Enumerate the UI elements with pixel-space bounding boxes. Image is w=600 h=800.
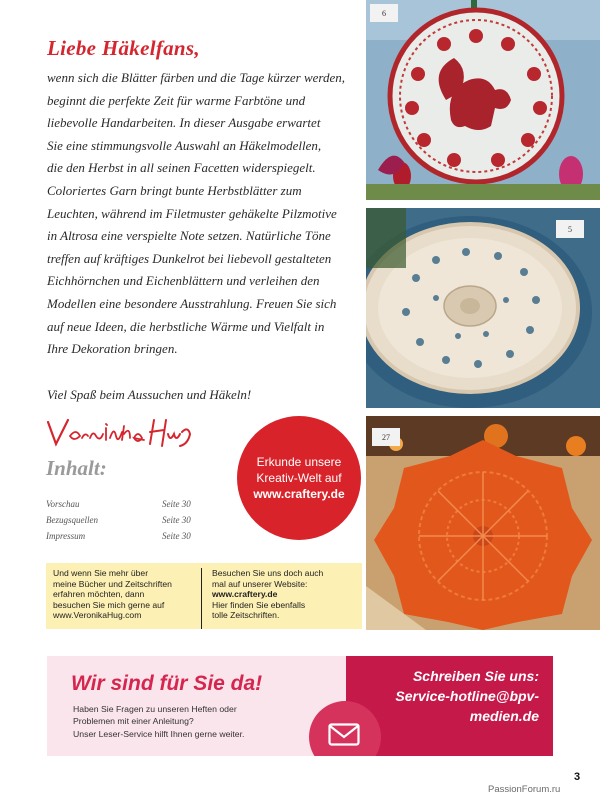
intro-line: Sie eine stimmungsvolle Auswahl an Häkelmodellen, <box>47 137 322 153</box>
info-line: Besuchen Sie uns doch auch <box>212 568 324 578</box>
info-line: mal auf unserer Website: <box>212 578 308 589</box>
toc-page: Seite 30 <box>162 515 191 525</box>
service-email-link[interactable]: Service-hotline@bpv- <box>395 688 539 704</box>
intro-line: auf neue Ideen, die herbstliche Wärme und Vielfalt in <box>47 318 325 334</box>
mail-icon[interactable] <box>328 723 360 752</box>
promo-line: Erkunde unsere <box>256 455 342 469</box>
intro-line: Ihre Dekoration bringen. <box>47 341 178 357</box>
intro-line: in Altrosa eine verspielte Note setzen. Natürliche Töne <box>47 228 331 244</box>
signature <box>46 414 196 455</box>
photo-page-badge: 5 <box>556 220 584 238</box>
photo-page-badge: 27 <box>372 428 400 446</box>
intro-line: Modellen eine besondere Ausstrahlung. Freuen Sie sich <box>47 295 337 311</box>
watermark-site: PassionForum.ru <box>488 784 561 795</box>
photo-orange-doily[interactable] <box>366 416 600 630</box>
intro-line: Coloriertes Garn bringt bunte Herbstblätter zum <box>47 182 302 198</box>
intro-line: Leuchten, während im Filetmuster gehäkelte Pilzmotive <box>47 205 337 221</box>
intro-line: Eichhörnchen und Eichenblättern und verleihen den <box>47 273 320 289</box>
photo-page-badge: 6 <box>370 4 398 22</box>
photo-squirrel-doily[interactable] <box>366 0 600 200</box>
intro-line: liebevolle Handarbeiten. In dieser Ausgabe erwartet <box>47 115 321 131</box>
toc-page: Seite 30 <box>162 531 191 541</box>
table-of-contents <box>46 496 206 544</box>
info-line: erfahren möchten, dann <box>53 589 145 600</box>
toc-label: Bezugsquellen <box>46 515 98 525</box>
toc-row[interactable] <box>46 528 206 544</box>
intro-section <box>47 36 367 361</box>
intro-line: beginnt die perfekte Zeit für warme Farbtöne und <box>47 92 306 108</box>
banner-text-line: Unser Leser-Service hilft Ihnen gerne weiter. <box>73 728 245 739</box>
toc-row[interactable] <box>46 496 206 512</box>
info-column-publisher <box>201 568 354 629</box>
info-line: Hier finden Sie ebenfalls <box>212 599 306 610</box>
intro-line: treffen auf kräftiges Dunkelrot bei liebevoll gestalteten <box>47 250 332 266</box>
reader-service-banner <box>47 656 553 756</box>
toc-row[interactable] <box>46 512 206 528</box>
contents-heading: Inhalt: <box>46 456 107 480</box>
banner-contact <box>359 666 539 726</box>
promo-line: Kreativ-Welt auf <box>256 471 342 485</box>
info-line: besuchen Sie mich gerne auf <box>53 599 165 610</box>
greeting: Viel Spaß beim Aussuchen und Häkeln! <box>47 387 252 402</box>
photo-beige-doily[interactable] <box>366 208 600 408</box>
banner-text-line: Haben Sie Fragen zu unseren Heften oder <box>73 704 237 714</box>
info-line: Und wenn Sie mehr über <box>53 568 149 578</box>
promo-url[interactable]: www.craftery.de <box>253 487 345 501</box>
info-line: meine Bücher und Zeitschriften <box>53 578 172 589</box>
toc-label: Vorschau <box>46 499 80 509</box>
author-website-link[interactable]: www.VeronikaHug.com <box>53 610 142 621</box>
publisher-website-link[interactable]: www.craftery.de <box>212 589 278 600</box>
banner-text-line: Problemen mit einer Anleitung? <box>73 716 194 727</box>
intro-body <box>47 67 367 361</box>
info-column-author <box>53 568 195 629</box>
intro-line: die den Herbst in all seinen Facetten widerspiegelt. <box>47 160 316 176</box>
contact-line: Schreiben Sie uns: <box>412 668 539 684</box>
info-box <box>46 563 362 629</box>
craftery-promo-badge[interactable] <box>237 416 361 540</box>
toc-page: Seite 30 <box>162 499 191 509</box>
service-email-link-cont[interactable]: medien.de <box>469 708 539 724</box>
banner-text <box>73 703 313 740</box>
banner-title: Wir sind für Sie da! <box>71 672 263 695</box>
toc-label: Impressum <box>46 531 86 541</box>
info-line: tolle Zeitschriften. <box>212 610 280 621</box>
page-number: 3 <box>574 771 581 783</box>
intro-line: wenn sich die Blätter färben und die Tage kürzer werden, <box>47 70 346 85</box>
intro-title: Liebe Häkelfans, <box>47 36 200 60</box>
